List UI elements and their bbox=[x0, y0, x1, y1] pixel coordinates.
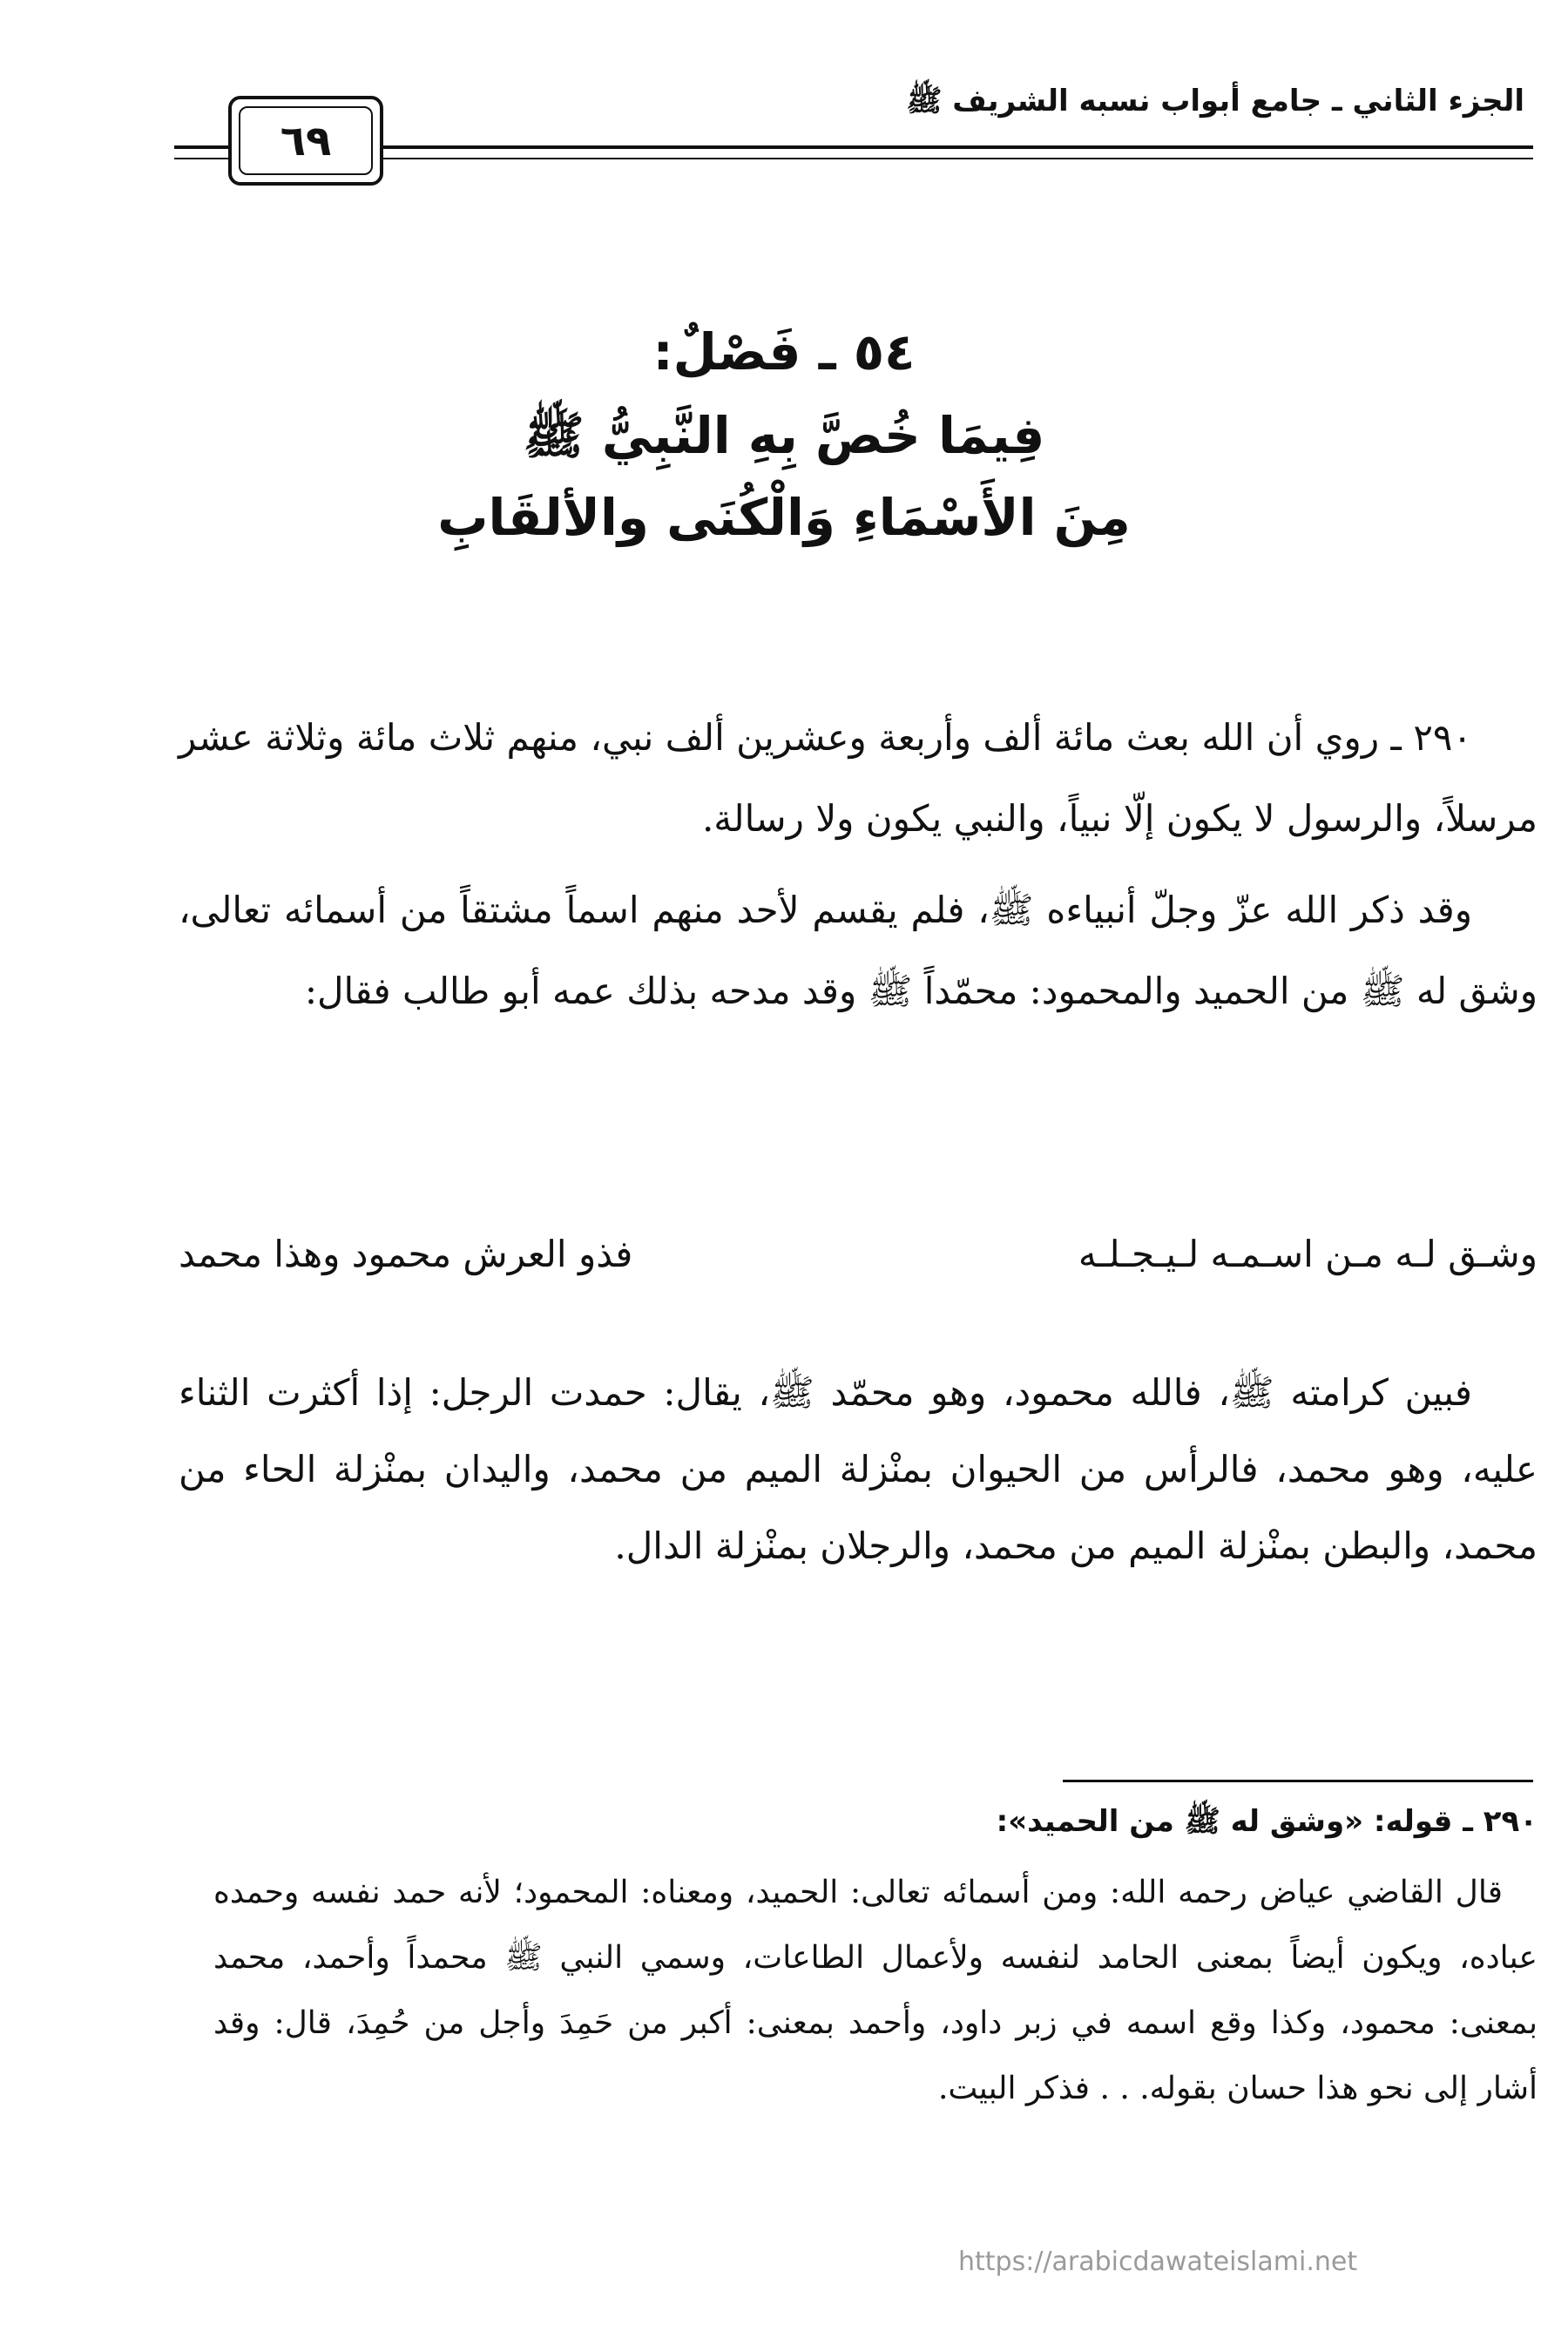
running-header: الجزء الثاني ـ جامع أبواب نسبه الشريف ﷺ bbox=[906, 84, 1524, 118]
page-number-frame bbox=[228, 96, 383, 186]
main-text bbox=[179, 697, 1538, 1031]
footnote-text bbox=[213, 1860, 1538, 2121]
chapter-subtitle-line-2: مِنَ الأَسْمَاءِ وَالْكُنَى والألقَابِ bbox=[437, 488, 1131, 547]
paragraph-names: وقد ذكر الله عزّ وجلّ أنبياءه ﷺ، فلم يقسم لأحد منهم اسماً مشتقاً من أسمائه تعالى، وشق له ﷺ من الحميد والمحمود: محمّداً ﷺ وقد مدحه بذلك عمه أبو طالب فقال: bbox=[179, 889, 1538, 1012]
paragraph-290: ٢٩٠ ـ روي أن الله بعث مائة ألف وأربعة وعشرين ألف نبي، منهم ثلاث مائة وثلاثة عشر مرسلاً، والرسول لا يكون إلّا نبياً، والنبي يكون ولا رسالة. bbox=[179, 716, 1538, 840]
footnote-heading: ٢٩٠ ـ قوله: «وشق له ﷺ من الحميد»: bbox=[996, 1804, 1538, 1839]
chapter-subtitle-line-1: فِيمَا خُصَّ بِهِ النَّبِيُّ ﷺ bbox=[523, 406, 1045, 465]
footnote-separator bbox=[1063, 1780, 1533, 1782]
main-text-continued bbox=[179, 1355, 1538, 1585]
verse-second-hemistich: فذو العرش محمود وهذا محمد bbox=[179, 1233, 633, 1275]
watermark-url: https://arabicdawateislami.net bbox=[958, 2247, 1358, 2277]
poem-verse bbox=[179, 1233, 1538, 1275]
chapter-heading: ٥٤ ـ فَصْلٌ: bbox=[652, 322, 916, 382]
paragraph-explanation: فبين كرامته ﷺ، فالله محمود، وهو محمّد ﷺ، يقال: حمدت الرجل: إذا أكثرت الثناء عليه، وهو محمد، فالرأس من الحيوان بمنْزلة الميم من محمد، واليدان بمنْزلة الحاء من محمد، والبطن بمنْزلة الميم من محمد، والرجلان بمنْزلة الدال. bbox=[179, 1371, 1538, 1567]
verse-first-hemistich: وشـق لـه مـن اسـمـه لـيـجـلـه bbox=[1078, 1233, 1538, 1275]
page-number: ٦٩ bbox=[239, 106, 373, 175]
footnote-paragraph: قال القاضي عياض رحمه الله: ومن أسمائه تعالى: الحميد، ومعناه: المحمود؛ لأنه حمد نفسه وحمده عباده، ويكون أيضاً بمعنى الحامد لنفسه ولأعمال الطاعات، وسمي النبي ﷺ محمداً وأحمد، محمد بمعنى: محمود، وكذا وقع اسمه في زبر داود، وأحمد بمعنى: أكبر من حَمِدَ وأجل من حُمِدَ، قال: وقد أشار إلى نحو هذا حسان بقوله. . . فذكر البيت. bbox=[213, 1875, 1538, 2106]
